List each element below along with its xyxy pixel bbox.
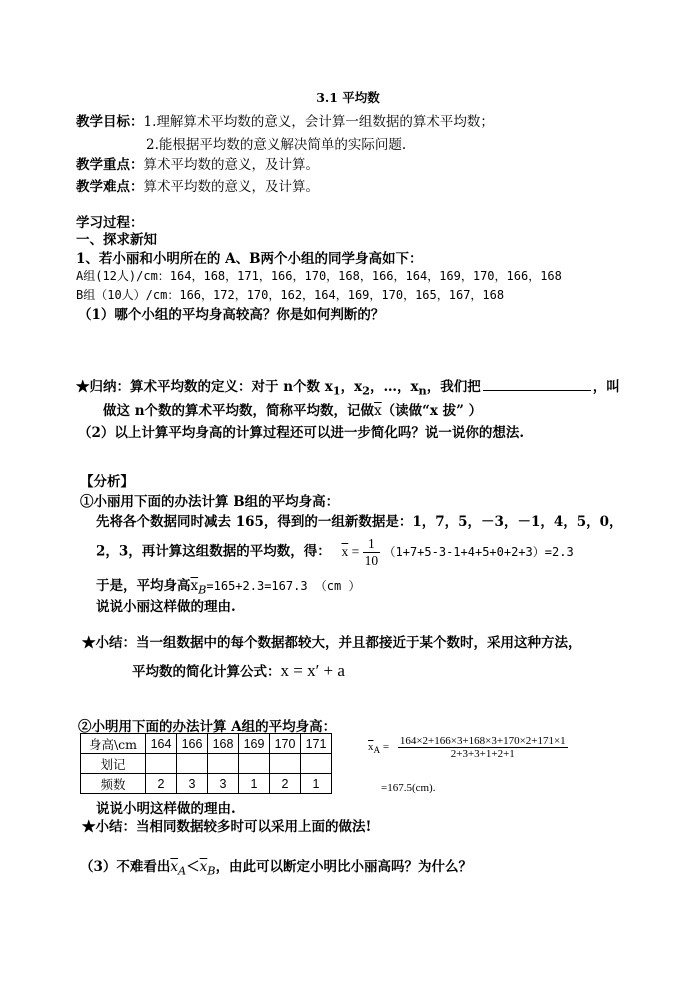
key-point-line xyxy=(76,153,319,173)
summary-text-4: 做这 n个数的算术平均数，简称平均数，记做 xyxy=(103,403,375,419)
table-cell: 168 xyxy=(208,734,239,754)
summary-2-text: 平均数的简化计算公式： xyxy=(132,664,281,680)
question-3-text-b: ，由此可以断定小明比小丽高吗？为什么？ xyxy=(215,859,473,875)
table-row-heights xyxy=(81,734,332,754)
fraction xyxy=(363,536,381,569)
table-cell: 164 xyxy=(146,734,177,754)
table-cell xyxy=(208,754,239,774)
method-1-reason: 说说小丽这样做的理由. xyxy=(96,599,236,615)
table-cell: 170 xyxy=(270,734,301,754)
question-3 xyxy=(80,855,472,878)
difficulty-text: 算术平均数的意义，及计算。 xyxy=(143,179,319,195)
table-cell: 2 xyxy=(146,774,177,794)
table-cell: 171 xyxy=(301,734,332,754)
summary-sep-2: ，…，x xyxy=(369,379,419,395)
xbar-a-symbol: $\overline{x}$ xyxy=(170,859,179,875)
subscript-a: A xyxy=(373,745,381,756)
group-b-data: B组（10人）/cm：166，172，170，162，164，169，170，165，167，168 xyxy=(76,288,505,302)
subscript-n: n xyxy=(418,383,427,398)
fraction-numerator: 1 xyxy=(363,536,381,553)
subscript-b: B xyxy=(207,864,216,878)
summary-star-label: ★归纳： xyxy=(76,379,130,395)
method-2-result: =167.5(cm). xyxy=(381,782,436,794)
summary-sep-1: ，x xyxy=(340,379,363,395)
table-header-frequency: 频数 xyxy=(81,774,146,794)
key-point-text: 算术平均数的意义，及计算。 xyxy=(143,157,319,173)
table-cell: 169 xyxy=(239,734,270,754)
table-cell xyxy=(177,754,208,774)
formula-xbar: $\overline{x}$ xyxy=(341,543,349,559)
fraction-denominator: 10 xyxy=(364,553,379,568)
method-2-numerator: 164×2+166×3+168×3+170×2+171×1 xyxy=(399,735,566,747)
method-1-formula: $\overline{x}$ = $\frac{1}{10}$ （1+7+5-3-1+4+5+0+2+3）=2.3 xyxy=(341,536,574,568)
table-cell xyxy=(146,754,177,774)
summary-line-2 xyxy=(103,399,482,419)
frequency-table xyxy=(80,733,332,794)
process-heading: 学习过程： xyxy=(76,215,144,231)
method-1-line-1: 先将各个数据同时减去 165，得到的一组新数据是：1，7，5，－3，－1，4，5，0， xyxy=(96,514,623,530)
question-1: （1）哪个小组的平均身高较高？你是如何判断的？ xyxy=(78,307,385,323)
table-row-tally xyxy=(81,754,332,774)
table-cell: 3 xyxy=(208,774,239,794)
method-2-reason: 说说小明这样做的理由. xyxy=(96,801,236,817)
subscript-b: B xyxy=(198,583,207,597)
fill-in-blank[interactable] xyxy=(483,378,591,391)
summary-text-5: （读做“x 拔” ） xyxy=(381,403,483,419)
table-cell xyxy=(301,754,332,774)
method-1-line-3 xyxy=(96,574,360,597)
question-2: （2）以上计算平均身高的计算过程还可以进一步简化吗？说一说你的想法. xyxy=(78,425,525,441)
less-than-sign: ＜ xyxy=(186,859,200,875)
problem-1: 1、若小丽和小明所在的 A、B两个小组的同学身高如下： xyxy=(76,251,423,267)
goal-item-1: 1.理解算术平均数的意义，会计算一组数据的算术平均数； xyxy=(143,114,494,130)
subscript-1: 1 xyxy=(332,383,341,398)
method-2-summary: ★小结：当相同数据较多时可以采用上面的做法! xyxy=(82,819,372,835)
group-a-data: A组(12人)/cm：164，168，171，166，170，168，166，164，169，170，166，168 xyxy=(76,269,562,283)
table-header-tally: 划记 xyxy=(81,754,146,774)
goals-line-1 xyxy=(76,110,494,130)
method-1-text: 2，3，再计算这组数据的平均数，得： xyxy=(96,543,331,560)
goals-label: 教学目标： xyxy=(76,114,144,130)
table-cell: 3 xyxy=(177,774,208,794)
formula-expression: （1+7+5-3-1+4+5+0+2+3）=2.3 xyxy=(383,544,574,559)
key-point-label: 教学重点： xyxy=(76,157,144,173)
formula-xbar-a: $\overline{x}$ xyxy=(368,741,374,754)
method-1-result: =165+2.3=167.3 （cm ） xyxy=(206,579,361,593)
summary-definition-line xyxy=(76,375,620,398)
method-2-denominator: 2+3+3+1+2+1 xyxy=(450,748,515,760)
difficulty-line xyxy=(76,175,319,195)
summary-text-3: ，叫 xyxy=(592,379,620,395)
table-cell: 166 xyxy=(177,734,208,754)
table-cell: 2 xyxy=(270,774,301,794)
table-header-height: 身高\cm xyxy=(81,734,146,754)
simplified-formula: x = x′ + a xyxy=(280,661,345,680)
table-row-frequency xyxy=(81,774,332,794)
subscript-2: 2 xyxy=(362,383,370,398)
subscript-a: A xyxy=(178,864,187,878)
summary-text-2: ，我们把 xyxy=(426,379,481,395)
analysis-heading: 【分析】 xyxy=(80,474,134,490)
section-heading: 一、探求新知 xyxy=(76,232,157,248)
page-title: 3.1 平均数 xyxy=(316,90,380,105)
xbar-b-symbol: $\overline{x}$ xyxy=(199,859,208,875)
xbar-symbol: $\overline{x}$ xyxy=(374,403,382,419)
goal-item-2: 2.能根据平均数的意义解决简单的实际问题. xyxy=(146,137,407,153)
table-cell xyxy=(270,754,301,774)
difficulty-label: 教学难点： xyxy=(76,179,144,195)
method-1-intro: ①小丽用下面的办法计算 B组的平均身高： xyxy=(80,494,340,510)
summary-text-1: 算术平均数的定义：对于 n个数 x xyxy=(130,379,333,395)
table-cell xyxy=(239,754,270,774)
method-2-intro: ②小明用下面的办法计算 A组的平均身高： xyxy=(78,719,337,735)
method-2-fraction xyxy=(398,735,568,760)
table-cell: 1 xyxy=(301,774,332,794)
method-1-line-2 xyxy=(96,536,574,569)
xbar-b-symbol: $\overline{x}$ xyxy=(190,578,199,594)
summary-2-line-1: ★小结：当一组数据中的每个数据都较大，并且都接近于某个数时，采用这种方法， xyxy=(82,635,582,651)
method-1-text-3a: 于是，平均身高 xyxy=(96,578,191,594)
summary-2-line-2 xyxy=(132,660,345,681)
table-cell: 1 xyxy=(239,774,270,794)
question-3-text-a: （3）不难看出 xyxy=(80,859,171,875)
method-2-formula: $\overline{x}_A$ = $\frac{164\times 2+166\times 3+168\times 3+170\times 2+171\times 1}{2+3+3+1+2+1}$ xyxy=(368,735,566,760)
